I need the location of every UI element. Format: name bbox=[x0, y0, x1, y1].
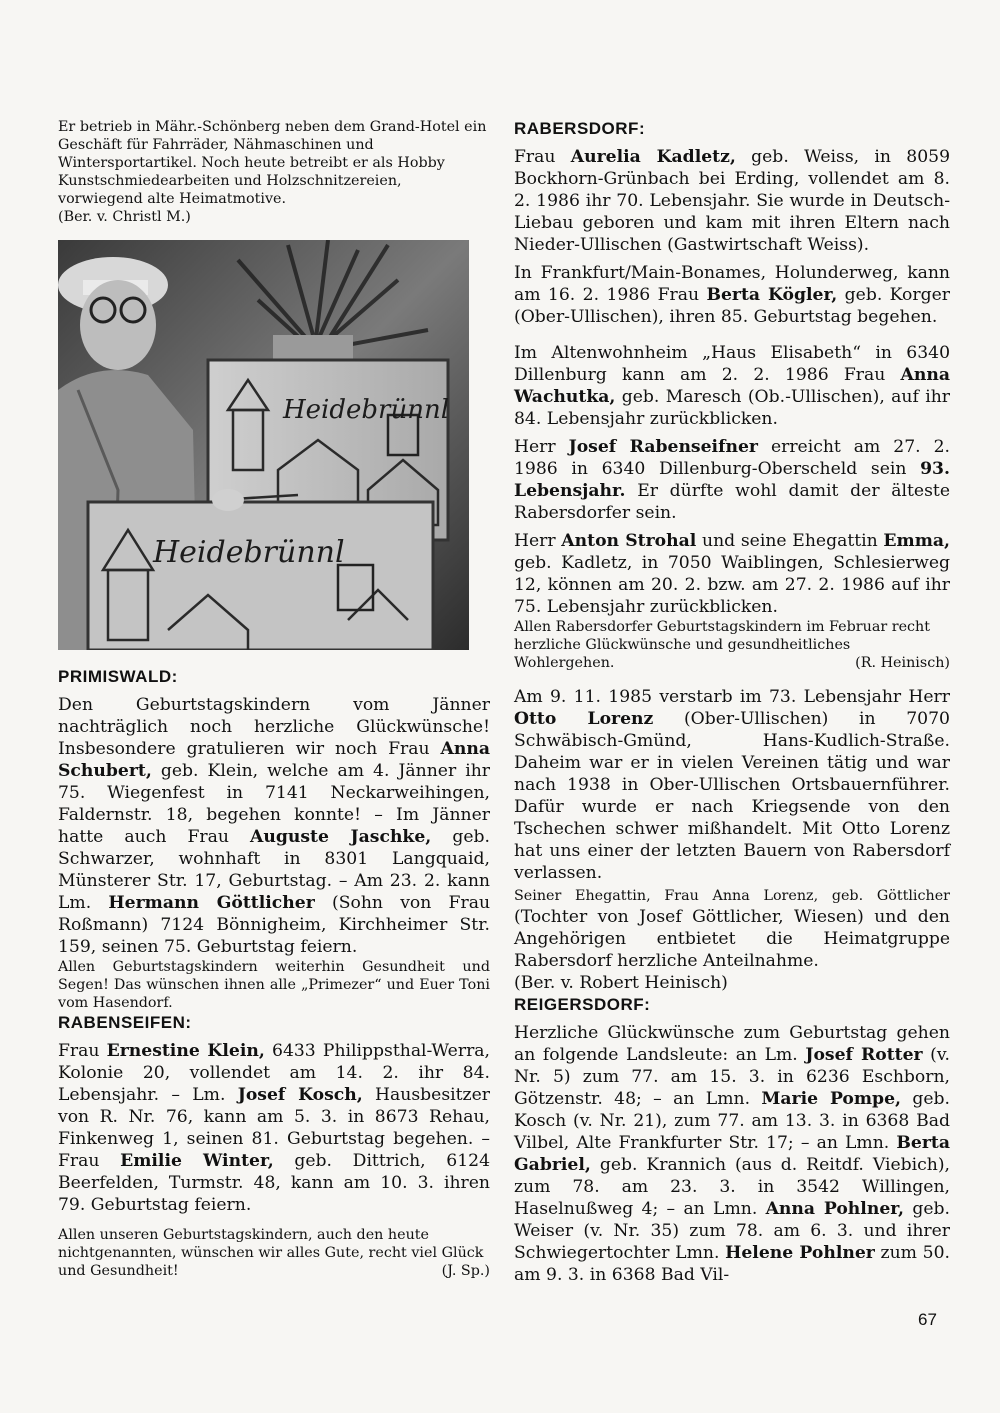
rabersdorf-condolence bbox=[514, 884, 950, 994]
sign-label-lower: Heidebrünnl bbox=[153, 535, 345, 570]
credit-robert-heinisch: (Ber. v. Robert Heinisch) bbox=[514, 973, 728, 993]
name-marie-pompe: Marie Pompe, bbox=[761, 1089, 901, 1109]
name-anna-wachutka: Anna Wachutka, bbox=[514, 365, 950, 407]
name-auguste-jaschke: Auguste Jaschke, bbox=[250, 827, 432, 847]
text-segment: Allen unseren Geburtstagskindern, auch den heute nichtgenannten, wünschen wir alles Gute, recht viel Glück und Gesundheit! bbox=[58, 1227, 484, 1279]
heading-reigersdorf: REIGERSDORF: bbox=[514, 995, 651, 1014]
text-segment: Herzliche Glückwünsche zum Geburtstag gehen an folgende Landsleute: an Lm. bbox=[514, 1023, 950, 1065]
rabersdorf-p1 bbox=[514, 146, 950, 256]
text-segment: Herr bbox=[514, 437, 569, 457]
right-column bbox=[514, 118, 950, 1286]
rabersdorf-p2 bbox=[514, 262, 950, 328]
text-segment: Hausbesitzer von R. Nr. 76, kann am 5. 3. in 8673 Rehau, Finkenweg 1, seinen 81. Geburtstag begehen. – Frau bbox=[58, 1085, 490, 1171]
rabersdorf-greeting bbox=[514, 618, 950, 672]
name-berta-gabriel: Berta Gabriel, bbox=[514, 1133, 950, 1175]
left-column bbox=[58, 118, 490, 1280]
name-josef-rabenseifner: Josef Rabenseifner bbox=[568, 437, 758, 457]
name-emilie-winter: Emilie Winter, bbox=[120, 1151, 274, 1171]
intro-credit: (Ber. v. Christl M.) bbox=[58, 209, 191, 225]
rabersdorf-obituary bbox=[514, 686, 950, 884]
text-segment: geb. Maresch (Ob.-Ullischen), auf ihr 84. Lebensjahr zurückblicken. bbox=[514, 387, 950, 429]
name-anna-pohlner: Anna Pohlner, bbox=[765, 1199, 905, 1219]
age-93: 93. Lebensjahr. bbox=[514, 459, 950, 501]
text-segment: (Sohn von Frau Roßmann) 7124 Bönnigheim, Kirchheimer Str. 159, seinen 75. Geburtstag feiern. bbox=[58, 893, 491, 957]
text-segment: Allen Rabersdorfer Geburtstagskindern im Februar recht herzliche Glückwünsche und gesundheitliches Wohlergehen. bbox=[514, 619, 930, 671]
name-helene-pohlner: Helene Pohlner bbox=[725, 1243, 875, 1263]
text-segment: geb. Schwarzer, wohnhaft in 8301 Langquaid, Münsterer Str. 17, Geburtstag. – Am 23. 2. kann Lm. bbox=[58, 827, 490, 913]
name-anna-schubert: Anna Schubert, bbox=[58, 739, 490, 781]
text-segment: geb. Weiss, in 8059 Bockhorn-Grünbach bei Erding, vollendet am 8. 2. 1986 ihr 70. Lebensjahr. Sie wurde in Deutsch-Liebau geboren und kam mit ihren Eltern nach Nieder-Ullischen (Gastwirtschaft Weiss). bbox=[514, 147, 951, 255]
heading-rabenseifen: RABENSEIFEN: bbox=[58, 1013, 192, 1032]
photo-man-with-carvings bbox=[58, 240, 469, 650]
text-segment: geb. Krannich (aus d. Reitdf. Viebich), zum 78. am 23. 3. in 3542 Willingen, Haselnußweg 4; – an Lmn. bbox=[514, 1155, 950, 1219]
rabenseifen-paragraph bbox=[58, 1040, 490, 1216]
text-segment: (Tochter von Josef Göttlicher, Wiesen) und den Angehörigen entbietet die Heimatgruppe Rabersdorf herzliche Anteilnahme. bbox=[514, 907, 950, 971]
reigersdorf-paragraph bbox=[514, 1022, 950, 1286]
text-segment: Im Altenwohnheim „Haus Elisabeth“ in 6340 Dillenburg kann am 2. 2. 1986 Frau bbox=[514, 343, 950, 385]
text-segment: Am 9. 11. 1985 verstarb im 73. Lebensjahr Herr bbox=[514, 687, 950, 707]
heading-primiswald: PRIMISWALD: bbox=[58, 667, 178, 686]
heading-rabersdorf: RABERSDORF: bbox=[514, 119, 646, 138]
text-segment: Frau bbox=[514, 147, 571, 167]
text-segment: Er dürfte wohl damit der älteste Rabersdorfer sein. bbox=[514, 481, 950, 523]
text-segment: geb. Korger (Ober-Ullischen), ihren 85. Geburtstag begehen. bbox=[514, 285, 951, 327]
rabersdorf-p4 bbox=[514, 436, 950, 524]
intro-text: Er betrieb in Mähr.-Schönberg neben dem Grand-Hotel ein Geschäft für Fahrräder, Nähmaschinen und Wintersportartikel. Noch heute betreibt er als Hobby Kunstschmiedearbeiten und Holzschnitzereien, vorwiegend alte Heimatmotive. bbox=[58, 119, 487, 207]
name-emma: Emma, bbox=[883, 531, 950, 551]
rabersdorf-p5 bbox=[514, 530, 950, 618]
text-segment: 6433 Philippsthal-Werra, Kolonie 20, vollendet am 14. 2. ihr 84. Lebensjahr. – Lm. bbox=[58, 1041, 491, 1105]
name-josef-kosch: Josef Kosch, bbox=[237, 1085, 363, 1105]
name-ernestine-klein: Ernestine Klein, bbox=[106, 1041, 265, 1061]
name-anton-strohal: Anton Strohal bbox=[561, 531, 697, 551]
name-hermann-goettlicher: Hermann Göttlicher bbox=[108, 893, 315, 913]
text-segment: geb. Klein, welche am 4. Jänner ihr 75. Wiegenfest in 7141 Neckarweihingen, Faldernstr. 18, begehen konnte! – Im Jänner hatte auch Frau bbox=[58, 761, 490, 847]
credit-r-heinisch: (R. Heinisch) bbox=[855, 655, 950, 671]
text-segment: Den Geburtstagskindern vom Jänner nachträglich noch herzliche Glückwünsche! Insbesondere gratulieren wir noch Frau bbox=[58, 695, 490, 759]
text-segment: Herr bbox=[514, 531, 562, 551]
rabenseifen-greeting bbox=[58, 1226, 490, 1280]
text-segment: und seine Ehegattin bbox=[696, 531, 884, 551]
primiswald-greeting: Allen Geburtstagskindern weiterhin Gesundheit und Segen! Das wünschen ihnen alle „Primezer“ und Euer Toni vom Hasendorf. bbox=[58, 959, 490, 1011]
text-segment: In Frankfurt/Main-Bonames, Holunderweg, kann am 16. 2. 1986 Frau bbox=[514, 263, 950, 305]
text-segment: erreicht am 27. 2. 1986 in 6340 Dillenburg-Oberscheld sein bbox=[514, 437, 951, 479]
text-segment: geb. Kosch (v. Nr. 21), zum 77. am 13. 3. in 6368 Bad Vilbel, Alte Frankfurter Str. 17; – an Lmn. bbox=[514, 1089, 950, 1153]
text-segment: (Ober-Ullischen) in 7070 Schwäbisch-Gmünd, Hans-Kudlich-Straße. Daheim war er in vielen Vereinen tätig und war nach 1938 in Ober-Ullischen Ortsbauernführer. Dafür wurde er nach Kriegsende von den Tschechen schwer mißhandelt. Mit Otto Lorenz hat uns einer der letzten Bauern von Rabersdorf verlassen. bbox=[514, 709, 950, 883]
text-segment: (v. Nr. 5) zum 77. am 15. 3. in 6236 Eschborn, Götzenstr. 48; – an Lmn. bbox=[514, 1045, 950, 1109]
sign-label-upper: Heidebrünnl bbox=[283, 395, 450, 425]
text-segment: zum 50. am 9. 3. in 6368 Bad Vil- bbox=[514, 1243, 951, 1285]
text-segment: geb. Kadletz, in 7050 Waiblingen, Schlesierweg 12, können am 20. 2. bzw. am 27. 2. 1986 auf ihr 75. Lebensjahr zurückblicken. bbox=[514, 553, 950, 617]
name-otto-lorenz: Otto Lorenz bbox=[514, 709, 654, 729]
page-number: 67 bbox=[918, 1310, 937, 1329]
text-segment: geb. Weiser (v. Nr. 35) zum 78. am 6. 3. und ihrer Schwiegertochter Lmn. bbox=[514, 1199, 950, 1263]
primiswald-paragraph bbox=[58, 694, 490, 958]
name-berta-koegler: Berta Kögler, bbox=[706, 285, 838, 305]
name-aurelia-kadletz: Aurelia Kadletz, bbox=[570, 147, 736, 167]
name-josef-rotter: Josef Rotter bbox=[805, 1045, 923, 1065]
rabersdorf-p3 bbox=[514, 342, 950, 430]
text-segment: Seiner Ehegattin, Frau Anna Lorenz, geb. Göttlicher bbox=[514, 888, 950, 904]
text-segment: Frau bbox=[58, 1041, 107, 1061]
intro-paragraph bbox=[58, 118, 490, 226]
text-segment: geb. Dittrich, 6124 Beerfelden, Turmstr. 48, kann am 10. 3. ihren 79. Geburtstag feiern. bbox=[58, 1151, 490, 1215]
credit-jsp: (J. Sp.) bbox=[441, 1263, 490, 1279]
